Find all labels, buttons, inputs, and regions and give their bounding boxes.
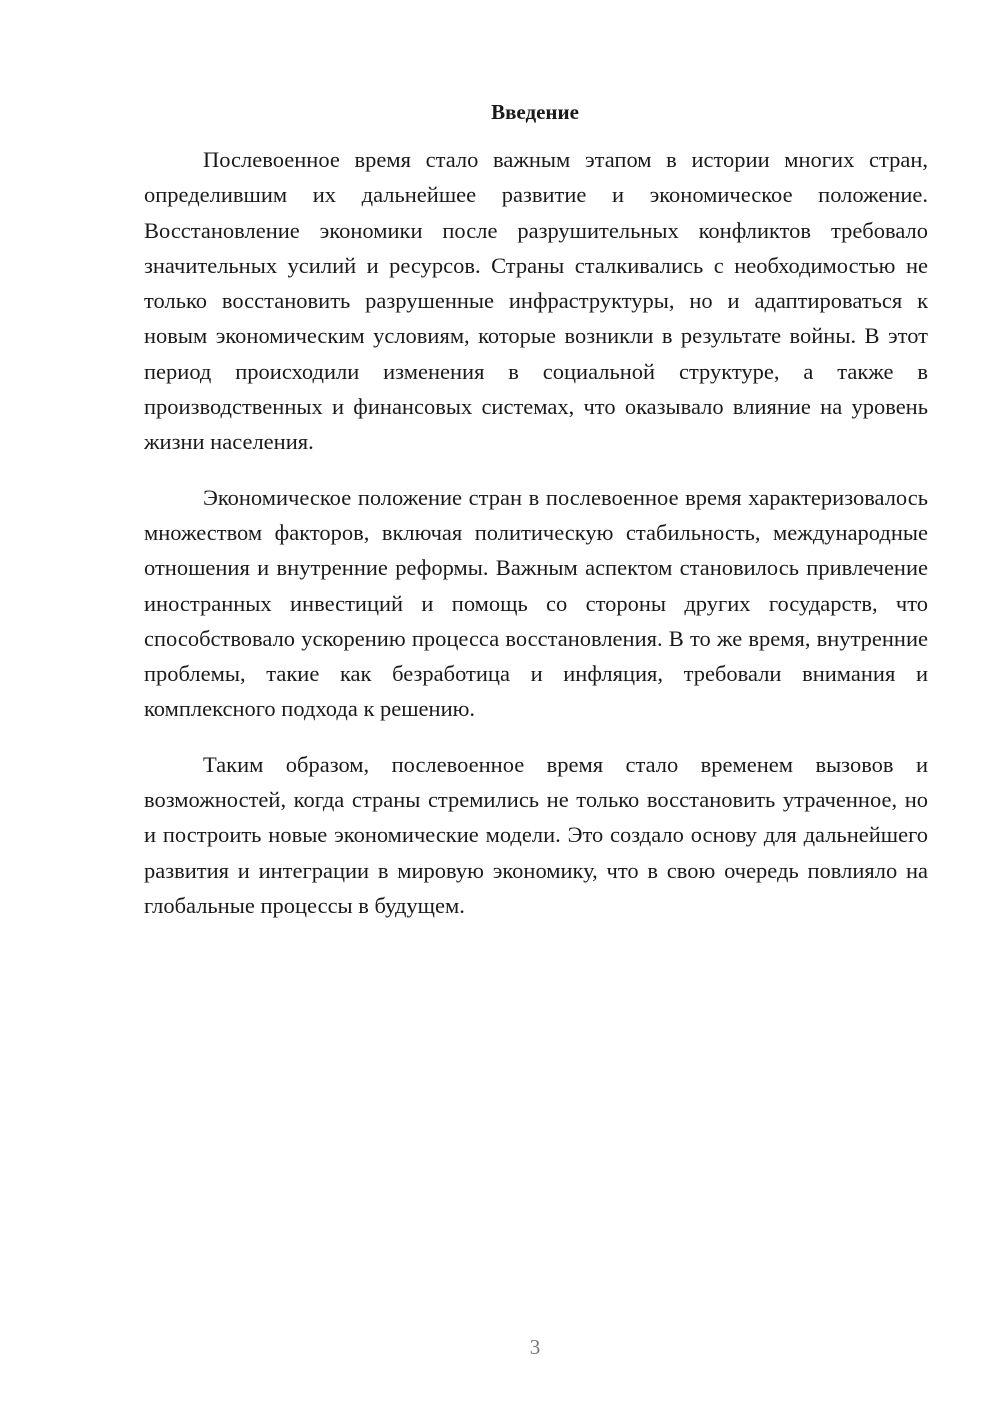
page-number: 3 (529, 1335, 541, 1359)
paragraph-1: Послевоенное время стало важным этапом в истории многих стран, определившим их дальнейшее развитие и экономическое положение. Восстановление экономики после разрушительных конфликтов требовало значительных усилий и ресурсов. Страны сталкивались с необходимостью не только восстановить разрушенные инфраструктуры, но и адаптироваться к новым экономическим условиям, которые возникли в результате войны. В этот период происходили изменения в социальной структуре, а также в производственных и финансовых системах, что оказывало влияние на уровень жизни населения. (144, 147, 928, 455)
paragraph-2: Экономическое положение стран в послевоенное время характеризовалось множеством факторов, включая политическую стабильность, международные отношения и внутренние реформы. Важным аспектом становилось привлечение иностранных инвестиций и помощь со стороны других государств, что способствовало ускорению процесса восстановления. В то же время, внутренние проблемы, такие как безработица и инфляция, требовали внимания и комплексного подхода к решению. (144, 484, 928, 722)
section-title: Введение (491, 100, 579, 124)
paragraph-3: Таким образом, послевоенное время стало временем вызовов и возможностей, когда страны стремились не только восстановить утраченное, но и построить новые экономические модели. Это создало основу для дальнейшего развития и интеграции в мировую экономику, что в свою очередь повлияло на глобальные процессы в будущем. (144, 751, 928, 918)
body-text (144, 142, 928, 943)
